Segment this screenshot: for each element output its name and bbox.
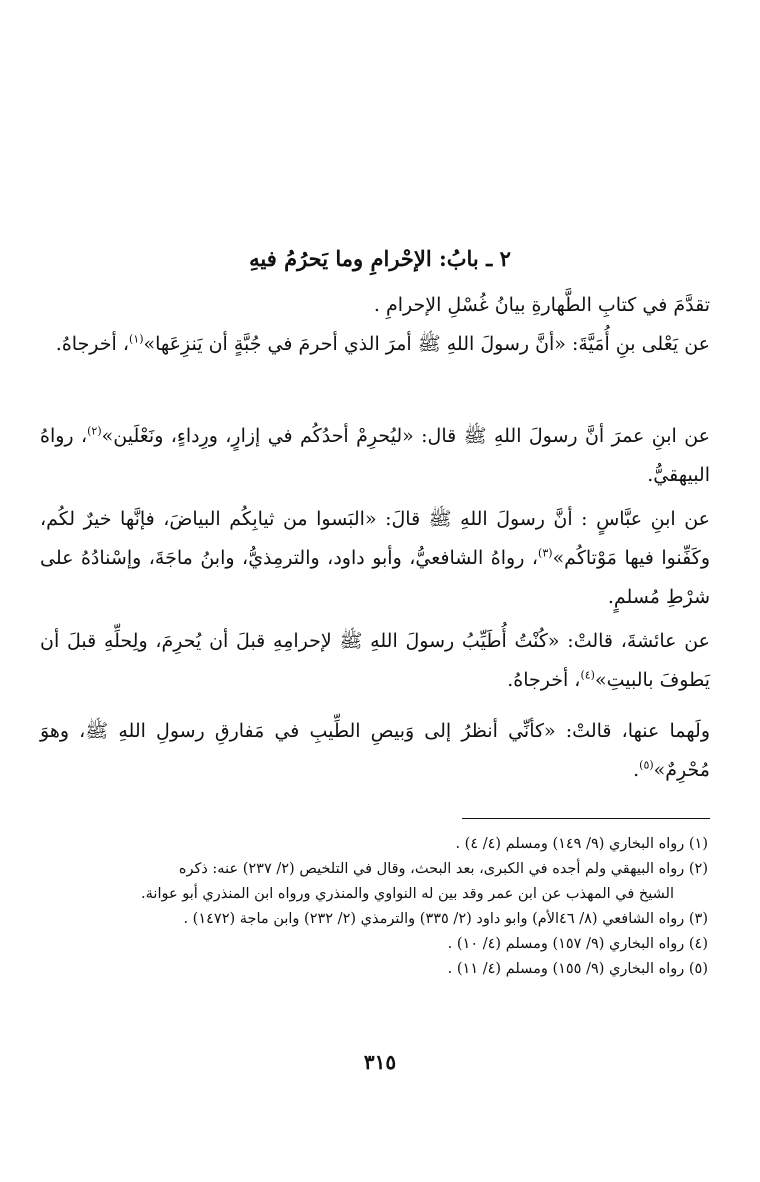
intro-text: تقدَّمَ في كتابِ الطَّهارةِ بيانُ غُسْلِ الإحرامِ . [373,294,710,316]
footnote-4 [50,932,708,957]
footnote-number: (٢) [688,861,708,877]
hadith-tail: ، رواهُ الشافعيُّ، وأبو داود، والترمِذيُّ، وابنُ ماجَةَ، وإسْنادُهُ على شرْطِ مُسلمٍ. [40,547,710,608]
footnote-2 [50,857,708,882]
footnote-text: رواه البخاري (٩/ ١٥٥) ومسلم (٤/ ١١) . [447,961,685,977]
intro-paragraph [40,286,710,325]
hadith-paragraph-2 [40,417,710,495]
hadith-paragraph-4 [40,622,710,700]
hadith-text: عن ابنِ عمرَ أنَّ رسولَ اللهِ ﷺ قال: «ليُحرِمْ أحدُكُم في إزارٍ، ورِداءٍ، ونَعْلَين» [101,425,710,447]
footnote-text: رواه البخاري (٩/ ١٥٧) ومسلم (٤/ ١٠) . [447,936,685,952]
footnote-2-continuation: الشيخ في المهذب عن ابن عمر وقد بين له النواوي والمنذري ورواه ابن المنذري أبو عوانة. [141,886,674,902]
footnote-3 [50,907,708,932]
hadith-text: عن ابنِ عبَّاسٍ : أنَّ رسولَ اللهِ ﷺ قالَ: «البَسوا من ثيابِكُم البياضَ، فإنَّها خيرٌ لكُم، وكَفِّنوا فيها مَوْتاكُم» [40,508,710,569]
footnotes [50,832,708,982]
footnote-1 [50,832,708,857]
hadith-paragraph-1 [40,325,710,364]
hadith-text: عن يَعْلى بنِ أُمَيَّةَ: «أنَّ رسولَ اللهِ ﷺ أمرَ الذي أحرمَ في جُبَّةٍ أن يَنزِعَها» [143,333,710,355]
footnote-number: (٥) [688,961,708,977]
hadith-tail: . [633,759,640,781]
footnote-text: رواه الشافعي (٨/ ٤٦الأم) وابو داود (٢/ ٣٣٥) والترمذي (٢/ ٢٣٢) وابن ماجة (١٤٧٢) . [183,911,685,927]
footnote-ref: (٢) [87,424,102,438]
page-number: ٣١٥ [363,1050,397,1074]
hadith-tail: ، أخرجاهُ. [507,669,581,691]
footnote-text: رواه البخاري (٩/ ١٤٩) ومسلم (٤/ ٤) . [455,836,685,852]
hadith-text: ولَهما عنها، قالتْ: «كأنِّي أنظرُ إلى وَبيصِ الطِّيبِ في مَفارقِ رسولِ اللهِ ﷺ، وهوَ مُحْرِمٌ» [40,720,710,781]
hadith-paragraph-3 [40,500,710,617]
footnote-ref: (٤) [580,668,595,682]
footnote-divider [462,818,710,819]
footnote-number: (١) [688,836,708,852]
footnote-ref: (٥) [639,758,654,772]
hadith-text: عن عائشةَ، قالتْ: «كُنْتُ أُطَيِّبُ رسولَ اللهِ ﷺ لإحرامِهِ قبلَ أن يُحرِمَ، ولِحلِّهِ قبلَ أن يَطوفَ بالبيتِ» [40,630,710,691]
hadith-tail: ، أخرجاهُ. [55,333,129,355]
hadith-tail: ، رواهُ البيهقيُّ. [40,425,710,486]
footnote-text: رواه البيهقي ولم أجده في الكبرى، بعد البحث، وقال في التلخيص (٢/ ٢٣٧) عنه: ذكره [178,861,685,877]
hadith-paragraph-5 [40,712,710,790]
footnote-number: (٣) [688,911,708,927]
footnote-ref: (١) [129,332,144,346]
chapter-heading: ٢ ـ بابُ: الإحْرامِ وما يَحرُمُ فيهِ [249,246,511,271]
footnote-number: (٤) [688,936,708,952]
footnote-ref: (٣) [538,546,553,560]
footnote-5 [50,957,708,982]
